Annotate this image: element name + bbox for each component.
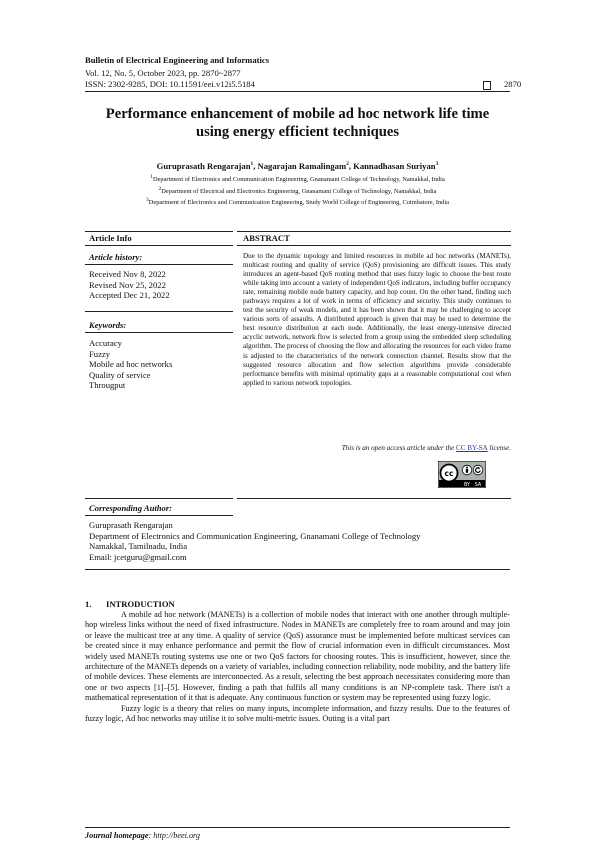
title-line-1: Performance enhancement of mobile ad hoc network life time (105, 106, 490, 122)
paragraph: A mobile ad hoc network (MANETs) is a collection of mobile nodes that interact with one another through multiple-hop wireless links without the need of fixed infrastructure. Nodes in MANETs are completely free to roam around and may join or leave the multicast tree at any time. A quality of service (QoS) assurance must be implemented before multicast services can be created since it may enhance performance and permit the flow of crucial information even in difficult circumstances. Most widely used MANETs routing systems use one or two QoS factors for choosing routes. This is insufficient, however, since the architecture of the MANETs depends on a variety of variables, including connection reliability, node mobility, and the battery life of mobile devices. These elements are interconnected. As a result, selecting the best approach necessitates considering more than one or two aspects [1]–[5]. However, finding a path that fulfils all many conditions is an NP-complete task. There isn't a mathematical representation of it that is adequate. Any continuous function or system may be represented using fuzzy logic. (85, 610, 510, 703)
badge-by-label: BY (464, 483, 470, 488)
abstract-top-rule (237, 231, 511, 232)
issn-doi-line: ISSN: 2302-9285, DOI: 10.11591/eei.v12i5.5184 (85, 79, 255, 89)
history-rule (85, 264, 233, 265)
license-note: This is an open access article under the CC BY-SA license. (341, 444, 511, 452)
corresponding-rule (85, 515, 233, 516)
author-sup: 2 (346, 161, 349, 168)
author-name: Kannadhasan Suriyan (353, 161, 436, 171)
cc-by-sa-badge-icon[interactable] (438, 461, 486, 488)
history-received: Received Nov 8, 2022 (89, 269, 166, 279)
keywords-rule (85, 332, 233, 333)
page-number: 2870 (504, 79, 522, 89)
info-bottom-rule (85, 498, 233, 499)
author-sup: 1 (250, 161, 254, 168)
corresponding-location: Namakkal, Tamilnadu, India (89, 541, 188, 551)
author-name: Nagarajan Ramalingam (257, 161, 347, 171)
badge-sa-label: SA (474, 483, 482, 488)
affiliations (85, 173, 510, 208)
keyword-item: Mobile ad hoc networks (89, 359, 173, 369)
homepage-link[interactable]: : http://beei.org (148, 831, 201, 840)
corresponding-email: Email: jcetguru@gmail.com (89, 551, 187, 562)
keywords-list (89, 338, 172, 391)
history-list (89, 269, 170, 301)
page-box-icon (483, 81, 491, 90)
section-title: INTRODUCTION (106, 599, 175, 609)
history-heading: Article history: (89, 252, 143, 262)
corresponding-dept: Department of Electronics and Communication Engineering, Gnanamani College of Technology (89, 530, 421, 541)
corresponding-heading: Corresponding Author: (89, 503, 173, 513)
abstract-heading-rule (237, 245, 511, 246)
section-number: 1. (85, 599, 92, 609)
footer-rule (85, 827, 510, 828)
svg-text:cc: cc (444, 469, 454, 478)
paragraph: Fuzzy logic is a theory that relies on many inputs, incomplete information, and fuzzy results. Due to the features of fuzzy logic, Ad hoc networks may utilise it to solve multi-metric issues. Outing is a vital part (85, 703, 510, 724)
journal-name: Bulletin of Electrical Engineering and Informatics (85, 55, 270, 65)
info-top-rule (85, 231, 233, 232)
author-list: Guruprasath Rengarajan$^1$, Nagarajan Ramalingam$^2$, Kannadhasan Suriyan$^3$ (156, 161, 439, 171)
abstract-heading: ABSTRACT (243, 233, 290, 243)
abstract-text: Due to the dynamic topology and limited resources in mobile ad hoc networks (MANETs), multicast routing and quality of service (QoS) provisioning are difficult issues. This study introduces an agent-based QoS routing method that uses fuzzy logic to choose the best route while taking into account a variety of independent QoS indicators, including buffer occupancy rate, remaining mobile node battery capacity, and hop count. On the other hand, finding such pathways requires a lot of work in terms of efficiency and security. This study continues to test the security of weak models, and it has been shown that it may be challenging to accept various sorts of assaults. A distributed approach is given that may be used to determine the best resource distribution at each node. Additionally, the least energy-intensive directed acyclic network, network flow is selected from a group using the embedded sleep scheduling algorithm. The process of choosing the flow and allocating the resources for each video frame is adjusted to the characteristics of the network connection channel. Results show that the suggested resource allocation and flow selection algorithms provide considerable performance benefits with minimal optimality gaps at a reasonable computational cost when applied to various network topologies. (243, 252, 511, 387)
journal-homepage (85, 831, 200, 840)
title-line-2: using energy efficient techniques (195, 124, 400, 140)
article-info-heading: Article Info (89, 233, 132, 243)
affiliation-line: $^2$Department of Electrical and Electronics Engineering, Gnanamani College of Technology, Namakkal, India (158, 185, 437, 195)
affiliation-line: $^3$Department of Electronics and Communication Engineering, Study World College of Engineering, Coimbatore, India (146, 197, 449, 207)
corresponding-block (89, 520, 420, 562)
history-revised: Revised Nov 25, 2022 (89, 279, 166, 290)
keyword-item: Througput (89, 380, 126, 390)
author-sup: 3 (435, 161, 439, 168)
keywords-top-rule (85, 311, 233, 312)
license-link[interactable]: CC BY-SA (456, 444, 488, 452)
keyword-item: Quality of service (89, 369, 151, 380)
keyword-item: Accuracy (89, 338, 122, 348)
corresponding-bottom-rule (85, 569, 510, 570)
section-body (85, 610, 510, 724)
history-accepted: Accepted Dec 21, 2022 (89, 290, 170, 300)
abstract-bottom-rule (237, 498, 511, 499)
paper-title (85, 105, 510, 141)
header-rule (85, 91, 510, 92)
homepage-label: Journal homepage (85, 831, 149, 840)
info-heading-rule (85, 245, 233, 246)
author-name: Guruprasath Rengarajan (156, 161, 251, 171)
keywords-heading: Keywords: (89, 320, 127, 330)
volume-line: Vol. 12, No. 5, October 2023, pp. 2870~2877 (85, 68, 241, 78)
corresponding-name: Guruprasath Rengarajan (89, 520, 173, 530)
keyword-item: Fuzzy (89, 348, 111, 359)
affiliation-line: $^1$Department of Electronics and Communication Engineering, Gnanamani College of Technology, Namakkal, India (150, 174, 445, 184)
